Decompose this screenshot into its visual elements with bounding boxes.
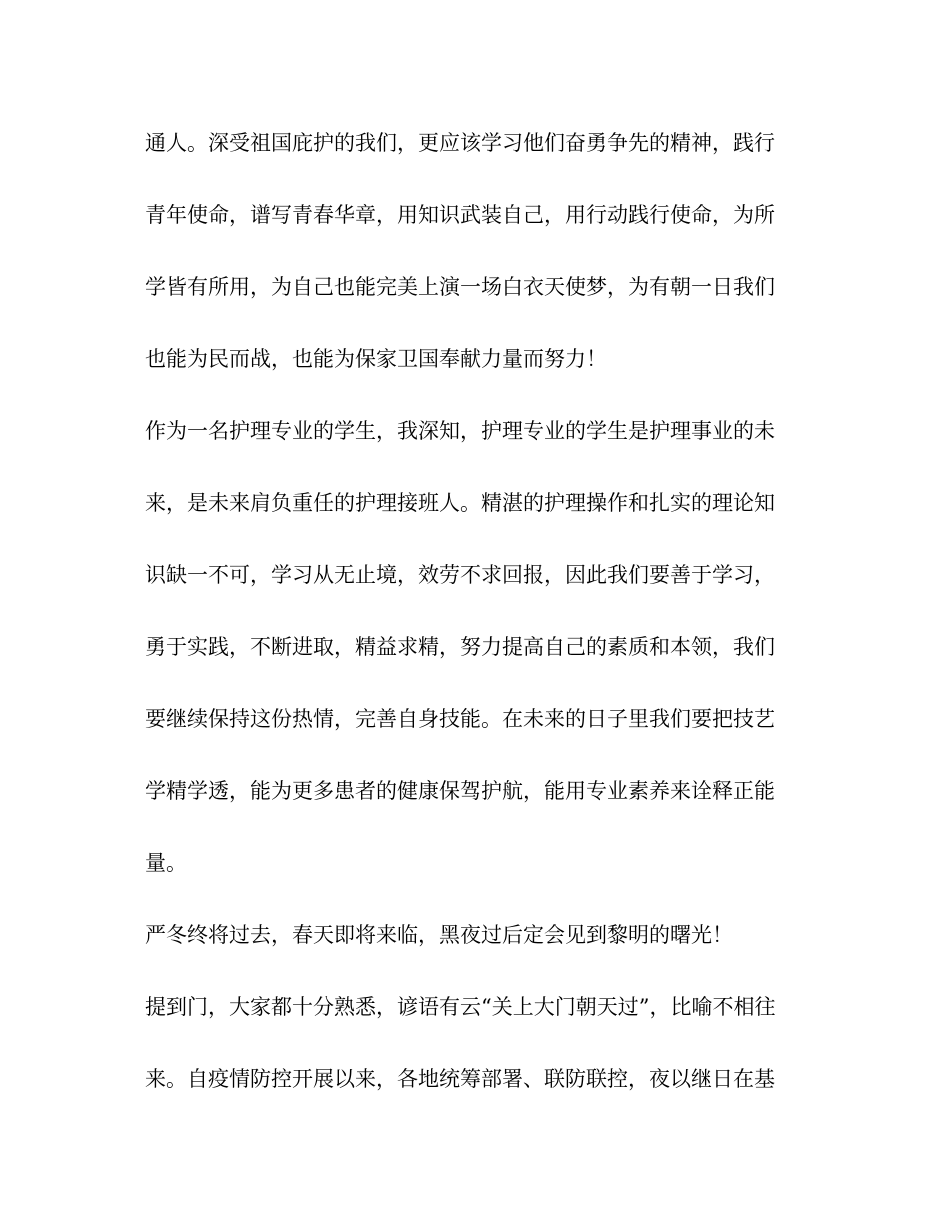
text-line: 严冬终将过去，春天即将来临，黑夜过后定会见到黎明的曙光！ [145,923,733,947]
text-line: 来。自疫情防控开展以来，各地统筹部署、联防联控，夜以继日在基 [145,1067,775,1091]
text-line: 识缺一不可，学习从无止境，效劳不求回报，因此我们要善于学习， [145,563,775,587]
text-line: 学精学透，能为更多患者的健康保驾护航，能用专业素养来诠释正能 [145,779,775,803]
text-line: 青年使命，谱写青春华章，用知识武装自己，用行动践行使命，为所 [145,203,775,227]
text-line: 量。 [145,851,187,875]
text-line: 通人。深受祖国庇护的我们，更应该学习他们奋勇争先的精神，践行 [145,131,775,155]
text-line: 学皆有所用，为自己也能完美上演一场白衣天使梦，为有朝一日我们 [145,275,775,299]
text-line: 要继续保持这份热情，完善自身技能。在未来的日子里我们要把技艺 [145,707,775,731]
text-line: 作为一名护理专业的学生，我深知，护理专业的学生是护理事业的未 [145,419,775,443]
text-line: 也能为民而战，也能为保家卫国奉献力量而努力！ [145,347,607,371]
text-line: 来，是未来肩负重任的护理接班人。精湛的护理操作和扎实的理论知 [145,491,775,515]
text-line: 提到门，大家都十分熟悉，谚语有云“关上大门朝天过”，比喻不相往 [145,995,776,1019]
text-line: 勇于实践，不断进取，精益求精，努力提高自己的素质和本领，我们 [145,635,775,659]
